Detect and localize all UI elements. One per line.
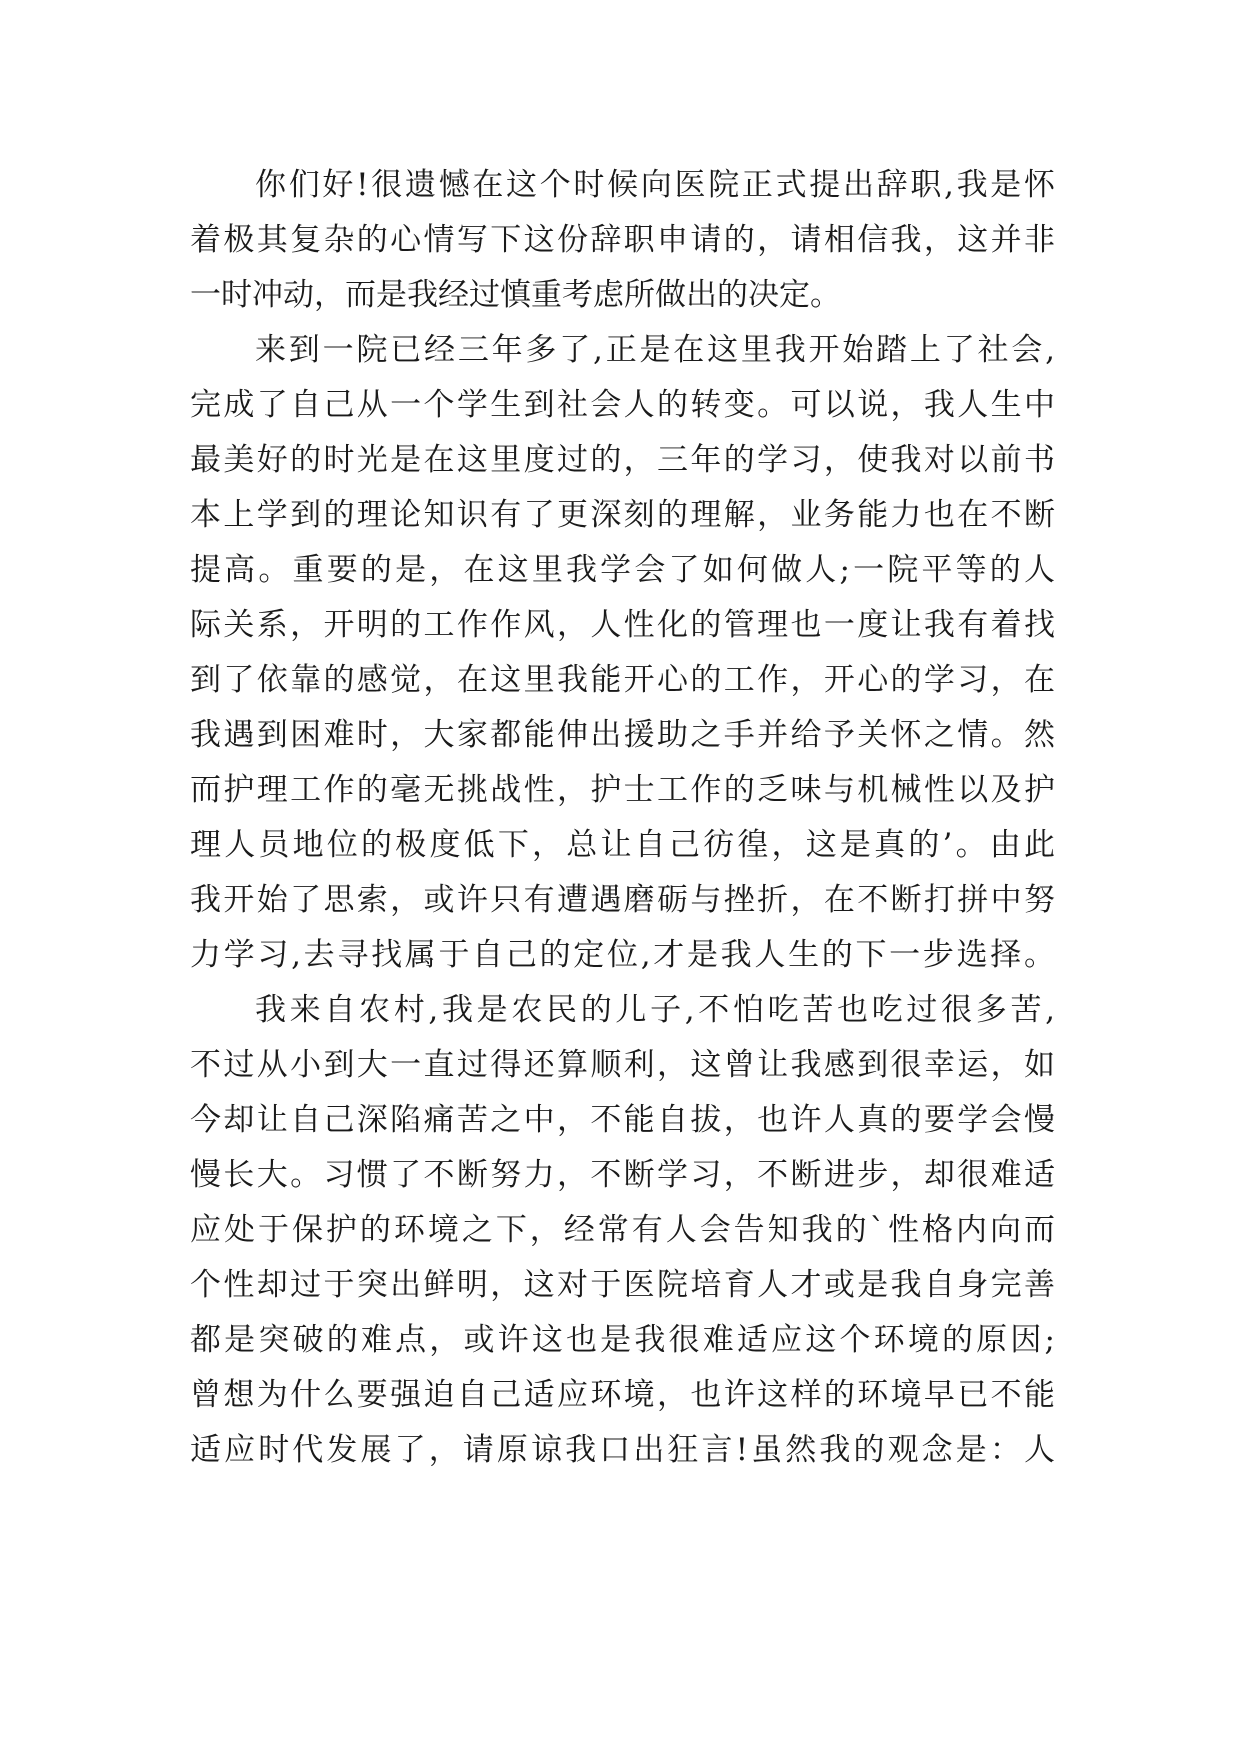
text-line: 个性却过于突出鲜明，这对于医院培育人才或是我自身完善 — [190, 1267, 1055, 1303]
text-line: 提高。重要的是，在这里我学会了如何做人;一院平等的人 — [190, 552, 1055, 588]
text-line: 着极其复杂的心情写下这份辞职申请的，请相信我，这并非 — [190, 222, 1055, 258]
text-line: 来到一院已经三年多了,正是在这里我开始踏上了社会, — [255, 332, 1055, 368]
text-line: 而护理工作的毫无挑战性，护士工作的乏味与机械性以及护 — [190, 772, 1055, 808]
paragraph-2 — [190, 323, 1055, 983]
text-line: 慢长大。习惯了不断努力，不断学习，不断进步，却很难适 — [190, 1157, 1055, 1193]
letter-body — [190, 158, 1055, 1478]
text-line: 适应时代发展了，请原谅我口出狂言!虽然我的观念是：人 — [190, 1432, 1055, 1468]
paragraph-3 — [190, 983, 1055, 1478]
text-line: 力学习,去寻找属于自己的定位,才是我人生的下一步选择。 — [190, 937, 1055, 973]
text-line: 最美好的时光是在这里度过的，三年的学习，使我对以前书 — [190, 442, 1055, 478]
text-line: 一时冲动，而是我经过慎重考虑所做出的决定。 — [190, 277, 841, 313]
text-line: 曾想为什么要强迫自己适应环境，也许这样的环境早已不能 — [190, 1377, 1055, 1413]
text-line: 完成了自己从一个学生到社会人的转变。可以说，我人生中 — [190, 387, 1055, 423]
text-line: 今却让自己深陷痛苦之中，不能自拔，也许人真的要学会慢 — [190, 1102, 1055, 1138]
text-line: 应处于保护的环境之下，经常有人会告知我的`性格内向而 — [190, 1212, 1055, 1248]
text-line: 你们好!很遗憾在这个时候向医院正式提出辞职,我是怀 — [255, 167, 1055, 203]
text-line: 我遇到困难时，大家都能伸出援助之手并给予关怀之情。然 — [190, 717, 1055, 753]
text-line: 我来自农村,我是农民的儿子,不怕吃苦也吃过很多苦, — [255, 992, 1055, 1028]
text-line: 不过从小到大一直过得还算顺利，这曾让我感到很幸运，如 — [190, 1047, 1055, 1083]
paragraph-1 — [190, 158, 1055, 323]
text-line: 理人员地位的极度低下，总让自己彷徨，这是真的’。由此 — [190, 827, 1055, 863]
text-line: 到了依靠的感觉，在这里我能开心的工作，开心的学习，在 — [190, 662, 1055, 698]
text-line: 我开始了思索，或许只有遭遇磨砺与挫折，在不断打拼中努 — [190, 882, 1055, 918]
text-line: 都是突破的难点，或许这也是我很难适应这个环境的原因; — [190, 1322, 1055, 1358]
text-line: 际关系，开明的工作作风，人性化的管理也一度让我有着找 — [190, 607, 1055, 643]
text-line: 本上学到的理论知识有了更深刻的理解，业务能力也在不断 — [190, 497, 1055, 533]
